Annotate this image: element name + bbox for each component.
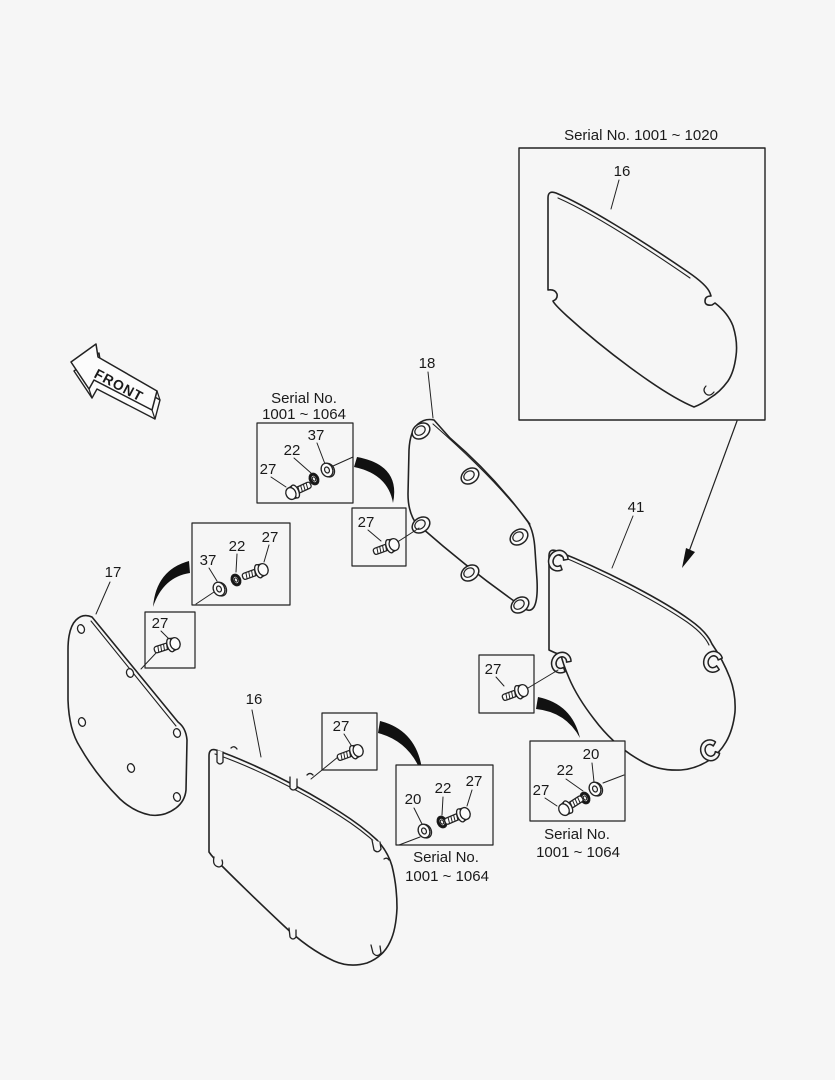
hw16-label-22: 22 — [434, 780, 452, 797]
hw41-title-line2: 1001 ~ 1064 — [536, 844, 620, 861]
hw18-label-27: 27 — [259, 461, 277, 478]
hw41-label-27: 27 — [532, 782, 550, 799]
bolt16-box — [322, 713, 377, 770]
inset-title: Serial No. 1001 ~ 1020 — [564, 127, 718, 144]
bolt-box-18 — [352, 508, 419, 566]
part-41-label: 41 — [627, 499, 645, 516]
hardware-box-41 — [530, 741, 625, 861]
part-18-label: 18 — [418, 355, 436, 372]
bolt18-label-27: 27 — [357, 514, 375, 531]
bolt41-label-27: 27 — [484, 661, 502, 678]
hardware-box-18 — [257, 390, 394, 503]
panel-18 — [408, 420, 537, 611]
bolt16-label-27: 27 — [332, 718, 350, 735]
inset-serial-1001-1020 — [519, 127, 765, 420]
hw41-label-20: 20 — [582, 746, 600, 763]
hw18-title-line2: 1001 ~ 1064 — [262, 406, 346, 423]
hw41-title-line1: Serial No. — [544, 826, 610, 843]
part-41-leader — [612, 516, 633, 568]
part-17 — [68, 564, 187, 815]
hw41-label-22: 22 — [556, 762, 574, 779]
part-18-leader — [428, 372, 433, 418]
front-label: FRONT — [91, 365, 147, 405]
hw16-label-27: 27 — [465, 773, 483, 790]
hw18-curved-arrow — [354, 457, 394, 503]
hw41-box — [530, 741, 625, 821]
part-17-leader — [96, 582, 110, 614]
inset-pointer-arrow — [682, 421, 737, 568]
part-18 — [408, 355, 537, 616]
hw18-label-37: 37 — [307, 427, 325, 444]
front-direction-arrow — [71, 344, 160, 419]
part-17-label: 17 — [104, 564, 122, 581]
hw17-curved-arrow — [153, 561, 190, 607]
hw16-label-20: 20 — [404, 791, 422, 808]
part-16-leader — [252, 710, 261, 757]
bolt41-curved-arrow — [536, 697, 580, 738]
hardware-box-16 — [396, 765, 493, 885]
hardware-box-17 — [153, 523, 290, 607]
part-16-label: 16 — [245, 691, 263, 708]
inset-part-16-label: 16 — [613, 163, 631, 180]
part-41 — [545, 499, 735, 770]
hw16-title-line1: Serial No. — [413, 849, 479, 866]
bolt17-label-27: 27 — [151, 615, 169, 632]
panel-16 — [209, 750, 397, 965]
hw18-title-line1: Serial No. — [271, 390, 337, 407]
hw18-label-22: 22 — [283, 442, 301, 459]
bolt-box-17 — [141, 612, 195, 669]
hw17-label-22: 22 — [228, 538, 246, 555]
hw16-title-line2: 1001 ~ 1064 — [405, 868, 489, 885]
hw17-label-37: 37 — [199, 552, 217, 569]
hw17-label-27: 27 — [261, 529, 279, 546]
